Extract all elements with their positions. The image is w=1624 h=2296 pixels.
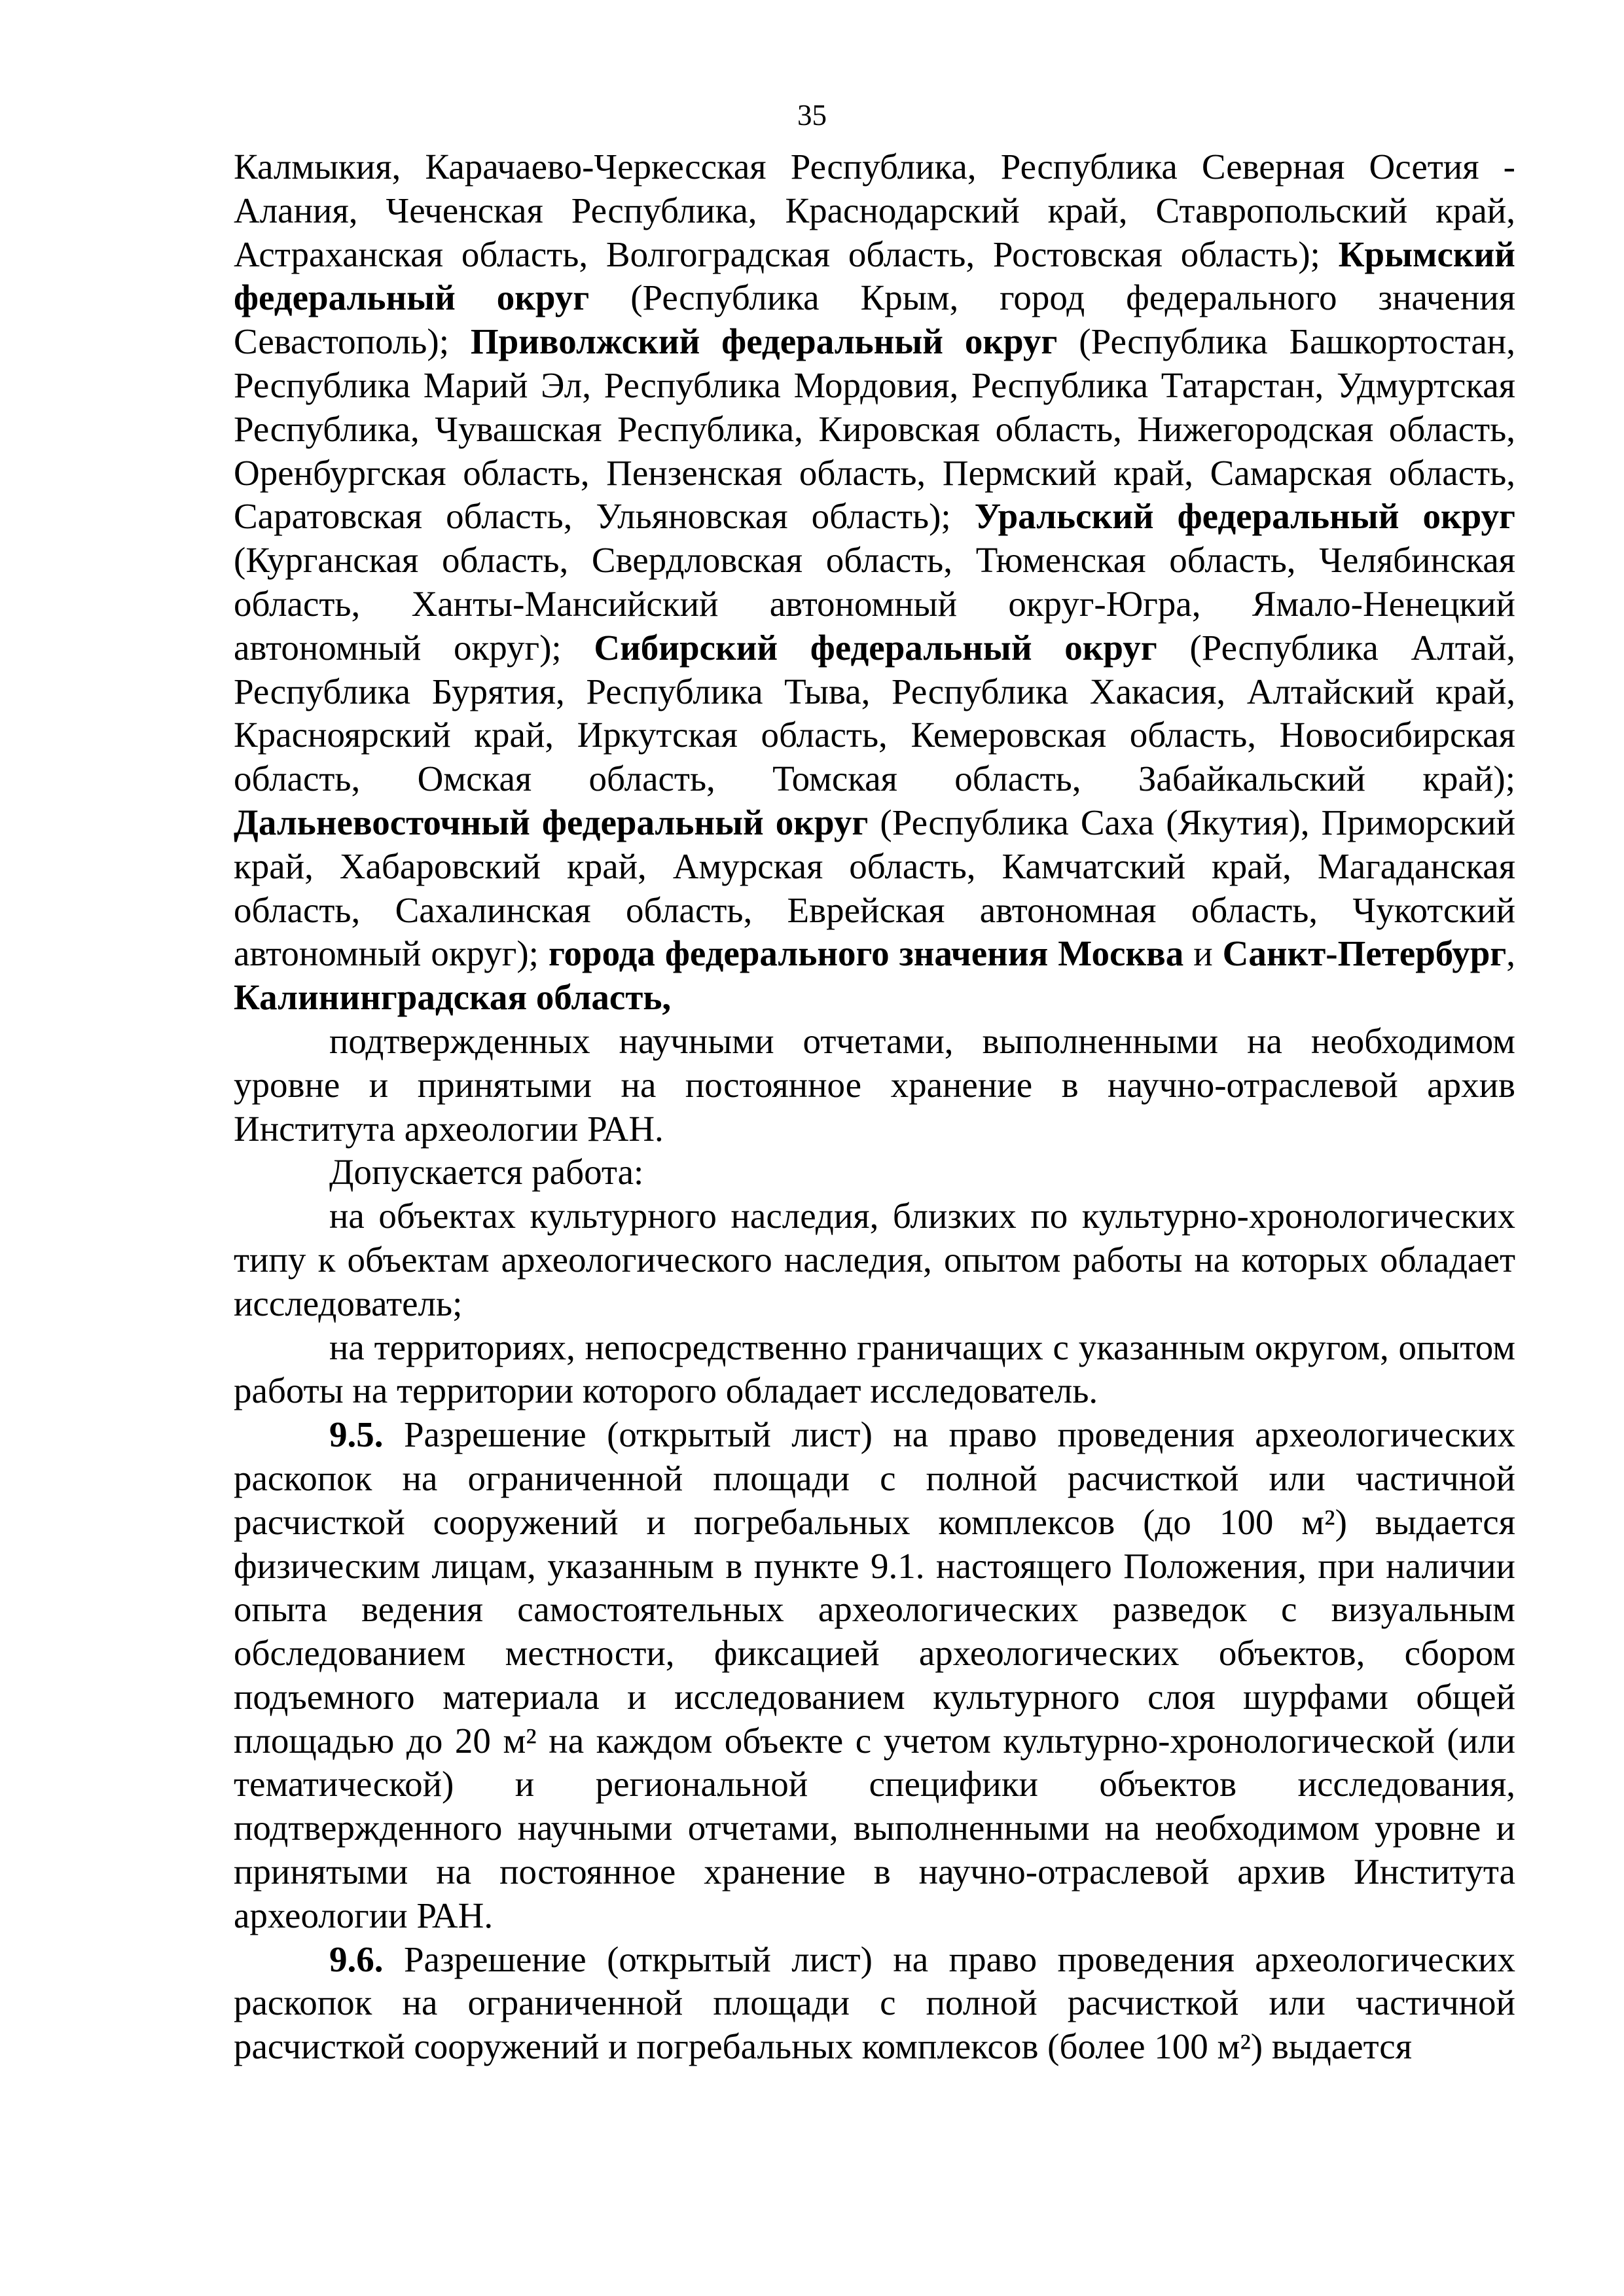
bold-district-crimea: Крымский федеральный округ xyxy=(234,234,1515,318)
text-run: и xyxy=(1183,933,1223,974)
clause-text: Разрешение (открытый лист) на право проведения археологических раскопок на ограниченной площади с полной расчисткой или частичной расчисткой сооружений и погребальных комплексов (до 100 м²) выдается физическим лицам, указанным в пункте 9.1. настоящего Положения, при наличии опыта ведения самостоятельных археологических разведок с визуальным обследованием местности, фиксацией археологических объектов, сбором подъемного материала и исследованием культурного слоя шурфами общей площадью до 20 м² на каждом объекте с учетом культурно-хронологической (или тематической) и региональной специфики объектов исследования, подтвержденного научными отчетами, выполненными на необходимом уровне и принятыми на постоянное хранение в научно-отраслевой архив Института археологии РАН. xyxy=(234,1414,1515,1935)
text-run: (Республика Крым, город федерального значения Севастополь); xyxy=(234,278,1515,362)
paragraph-9-6 xyxy=(234,1938,1515,2069)
clause-number: 9.6. xyxy=(329,1939,384,1979)
bold-city-spb: Санкт-Петербург xyxy=(1222,933,1507,974)
text-run: (Республика Саха (Якутия), Приморский край, Хабаровский край, Амурская область, Камчатский край, Магаданская область, Сахалинская область, Еврейская автономная область, Чукотский автономный округ); xyxy=(234,802,1516,974)
bold-kaliningrad: Калининградская область, xyxy=(234,977,672,1018)
text-run: (Республика Башкортостан, Республика Марий Эл, Республика Мордовия, Республика Татарстан, Удмуртская Республика, Чувашская Республика, Кировская область, Нижегородская область, Оренбургская область, Пензенская область, Пермский край, Самарская область, Саратовская область, Ульяновская область); xyxy=(234,321,1515,537)
text-run: Калмыкия, Карачаево-Черкесская Республика, Республика Северная Осетия - Алания, Чеченская Республика, Краснодарский край, Ставропольский край, Астраханская область, Волгоградская область, Ростовская область); xyxy=(234,147,1515,274)
bold-district-volga: Приволжский федеральный округ xyxy=(470,321,1058,362)
text-run: , xyxy=(1506,933,1516,974)
paragraph-allowed: Допускается работа: xyxy=(329,1152,644,1193)
bold-district-ural: Уральский федеральный округ xyxy=(974,496,1515,537)
bold-cities-moscow: города федерального значения Москва xyxy=(548,933,1184,974)
document-body xyxy=(234,145,1515,2069)
paragraph-confirmed: подтвержденных научными отчетами, выполненными на необходимом уровне и принятыми на постоянное хранение в научно-отраслевой архив Института археологии РАН. xyxy=(234,1020,1515,1149)
paragraph-objects: на объектах культурного наследия, близких по культурно-хронологических типу к объектам археологического наследия, опытом работы на которых обладает исследователь; xyxy=(234,1196,1515,1323)
text-run: (Республика Алтай, Республика Бурятия, Республика Тыва, Республика Хакасия, Алтайский край, Красноярский край, Иркутская область, Кемеровская область, Новосибирская область, Омская область, Томская область, Забайкальский край); xyxy=(234,627,1515,799)
clause-number: 9.5. xyxy=(329,1414,384,1455)
paragraph-federal-districts xyxy=(234,145,1515,1020)
paragraph-9-5 xyxy=(234,1413,1515,1938)
bold-district-siberia: Сибирский федеральный округ xyxy=(594,627,1157,668)
text-run: (Курганская область, Свердловская область, Тюменская область, Челябинская область, Ханты-Мансийский автономный округ-Югра, Ямало-Ненецкий автономный округ); xyxy=(234,540,1515,668)
paragraph-territories: на территориях, непосредственно граничащих с указанным округом, опытом работы на территории которого обладает исследователь. xyxy=(234,1327,1515,1411)
page-number: 35 xyxy=(797,99,827,132)
clause-text: Разрешение (открытый лист) на право проведения археологических раскопок на ограниченной площади с полной расчисткой или частичной расчисткой сооружений и погребальных комплексов (более 100 м²) выдается xyxy=(234,1939,1515,2067)
bold-district-far-east: Дальневосточный федеральный округ xyxy=(234,802,869,842)
